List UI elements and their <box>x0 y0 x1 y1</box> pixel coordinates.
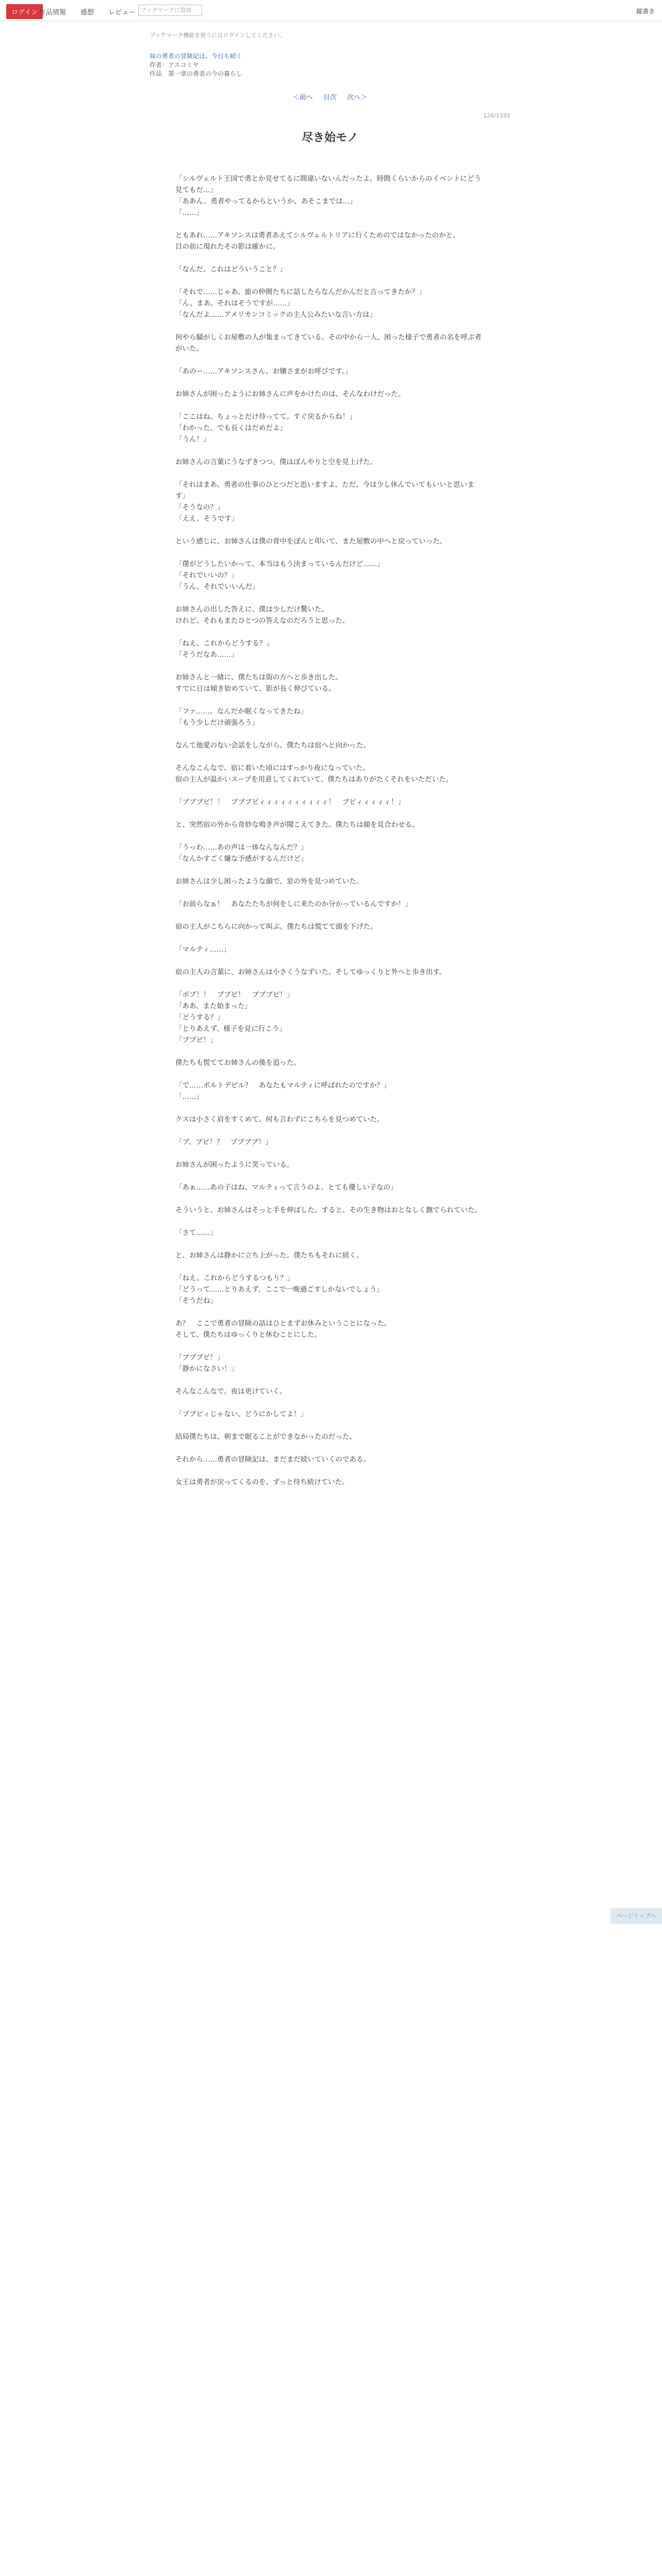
index-link[interactable]: 目次 <box>323 94 337 101</box>
paragraph: お姉さんが困ったように笑っている。 <box>175 1161 294 1169</box>
paragraph: お姉さんは少し困ったような顔で、窓の外を見つめていた。 <box>175 877 363 886</box>
page-top-button[interactable]: ページトップへ <box>610 1908 662 1924</box>
paragraph: 「ブブブビ！！ ブブブビィィィィィィィィィィ！ ブビィィィィィ！」 <box>175 798 405 806</box>
paragraph: そんなこんなで、宿に着いた頃にはすっかり夜になっていた。 宿の主人が温かいスープを用意してくれていて、僕たちはありがたくそれをいただいた。 <box>175 764 453 784</box>
paragraph: 僕たちも慌ててお姉さんの後を追った。 <box>175 1059 301 1067</box>
nav-item-reviews[interactable]: レビュー <box>108 9 136 16</box>
paragraph: 「マルティ……」 <box>175 945 230 954</box>
paragraph: お姉さんの言葉にうなずきつつ、僕はぼんやりと空を見上げた。 <box>175 458 377 466</box>
paragraph: 「ブブブビ！」 「静かになさい！」 <box>175 1353 238 1373</box>
novel-body <box>175 173 485 1499</box>
paragraph: なんて他愛のない会話をしながら、僕たちは宿へと向かった。 <box>175 741 370 750</box>
paragraph: と、お姉さんは静かに立ち上がった。僕たちもそれに続く。 <box>175 1251 363 1260</box>
nav-item-works[interactable]: 作品情報 <box>39 9 67 16</box>
paragraph: 「ブ、ブビ！？ ブブブブ！」 <box>175 1138 272 1146</box>
paragraph: という感じに、お姉さんは僕の背中をぽんと叩いて、また屋敷の中へと戻っていった。 <box>175 537 447 546</box>
paragraph: 何やら騒がしくお屋敷の人が集まってきている。その中から一人、困った様子で勇者の名を呼ぶ者がいた。 <box>175 333 482 353</box>
paragraph: お姉さんと一緒に、僕たちは街の方へと歩き出した。 すでに日は傾き始めていて、影が長く伸びている。 <box>175 673 342 693</box>
paragraph: 「ボブ！！ ブブビ！ ブブブビ！」 「ああ、また始まった」 「どうする？」 「とりあえず、様子を見に行こう」 「ブブビ！」 <box>175 991 294 1044</box>
episode-number: 126/1192 <box>483 112 510 119</box>
paragraph: お姉さんの出した答えに、僕は少しだけ驚いた。 けれど、それもまたひとつの答えなのだろうと思った。 <box>175 605 350 625</box>
paragraph: 「僕がどうしたいかって、本当はもう決まっているんだけど……」 「それでいいの？」 「うん、それでいいんだ」 <box>175 560 384 591</box>
login-button[interactable]: ログイン <box>6 4 43 19</box>
paragraph: そんなこんなで、夜は更けていく。 <box>175 1387 287 1396</box>
series-title-link[interactable]: 妹の勇者の冒険記は、今日も続く <box>150 53 243 60</box>
paragraph: 「ねえ、これからどうする？」 「そうだなあ……」 <box>175 639 273 659</box>
vertical-writing-toggle[interactable]: 縦書き <box>636 8 655 15</box>
paragraph: 「ブブビィじゃない、どうにかしてよ！」 <box>175 1410 308 1418</box>
paragraph: 宿の主人の言葉に、お姉さんは小さくうなずいた。そしてゆっくりと外へと歩き出す。 <box>175 968 446 976</box>
paragraph: そういうと、お姉さんはそっと手を伸ばした。すると、その生き物はおとなしく撫でられていた。 <box>175 1206 482 1214</box>
paragraph: 「あのー……アキソンスさん、お嬢さまがお呼びです。」 <box>175 367 353 376</box>
paragraph: 「ねえ、これからどうするつもり？」 「どうって……とりあえず、ここで一晩過ごすしかないでしょう」 「そうだね」 <box>175 1274 384 1305</box>
paragraph: 「それで……じゃあ、旅の仲間たちに話したらなんだかんだと言ってきたか？」 「ん、まあ、それはそうですが……」 「なんだよ……アメリカンコミックの主人公みたいな言い方は」 <box>175 288 426 319</box>
paragraph: 「さて……」 <box>175 1229 217 1237</box>
paragraph: それから……勇者の冒険記は、まだまだ続いていくのである。 <box>175 1455 370 1464</box>
chapter-line: 作品 第一章の勇者の今の暮らし <box>150 70 243 77</box>
nav-item-impressions[interactable]: 感想 <box>80 9 94 16</box>
paragraph: 宿の主人がこちらに向かって叫ぶ。僕たちは慌てて頭を下げた。 <box>175 923 377 931</box>
paragraph: 女王は勇者が戻ってくるのを、ずっと待ち続けていた。 <box>175 1478 349 1486</box>
paragraph: 「ここはね、ちょっとだけ待ってて。すぐ戻るからね！」 「わかった。でも長くはだめだよ」 「うん！」 <box>175 413 356 444</box>
paragraph: 「シルヴェルト王国で勇とか見せてるに間違いないんだったよ。時間くらいからのイベントにどう見てもだ…」 「ああん、勇者やってるからというか、あそこまでは…」 「……」 <box>175 175 482 217</box>
paragraph: 「ファ……、なんだか眠くなってきたね」 「もう少しだけ頑張ろう」 <box>175 707 308 727</box>
paragraph: 「なんだ、これはどういうこと？」 <box>175 265 287 274</box>
breadcrumb <box>150 31 510 39</box>
author-line: 作者：アスコミヤ <box>150 61 199 69</box>
paragraph: と、突然宿の外から奇妙な鳴き声が聞こえてきた。僕たちは顔を見合わせる。 <box>175 821 419 829</box>
login-hint: ブックマーク機能を使うにはログインしてください。 <box>150 32 285 39</box>
novel-header <box>150 52 510 78</box>
paragraph: ともあれ……アキソンスは勇者あえてシルヴェルトリアに行くためのではなかったのかと、 目の前に現れたその影は確かに。 <box>175 231 460 251</box>
top-nav <box>39 7 147 16</box>
paragraph: 結局僕たちは、朝まで眠ることができなかったのだった。 <box>175 1433 356 1441</box>
top-bar <box>0 0 662 21</box>
paragraph: 「お前らなぁ！ あなたたちが何をしに来たのか分かっているんですか！」 <box>175 900 412 908</box>
prev-link[interactable]: ＜前へ <box>292 94 313 101</box>
paragraph: クスは小さく肩をすくめて、何も言わずにこちらを見つめていた。 <box>175 1115 384 1124</box>
episode-title: 尽き始モノ <box>302 131 358 144</box>
paragraph: あ？ ここで勇者の冒険の話はひとまずお休みということになった。 そして、僕たちはゆっくりと休むことにした。 <box>175 1319 391 1339</box>
paragraph: 「それはまあ、勇者の仕事のひとつだと思いますよ。ただ、今は少し休んでいてもいいと思います」 「そうなの？」 「ええ、そうです」 <box>175 481 474 523</box>
top-pager <box>150 92 510 101</box>
paragraph: 「うっわ……あの声は一体なんなんだ？」 「なんかすごく嫌な予感がするんだけど」 <box>175 843 308 863</box>
paragraph: 「で……ボルトデビル？ あなたもマルティに呼ばれたのですか？」 「……」 <box>175 1081 391 1101</box>
paragraph: お姉さんが困ったようにお姉さんに声をかけたのは、そんなわけだった。 <box>175 390 405 398</box>
bookmark-add-field[interactable]: ブックマークに追加 <box>138 5 202 16</box>
next-link[interactable]: 次へ＞ <box>347 94 368 101</box>
paragraph: 「あぁ……あの子はね、マルティって言うのよ。とても優しい子なの」 <box>175 1183 398 1192</box>
